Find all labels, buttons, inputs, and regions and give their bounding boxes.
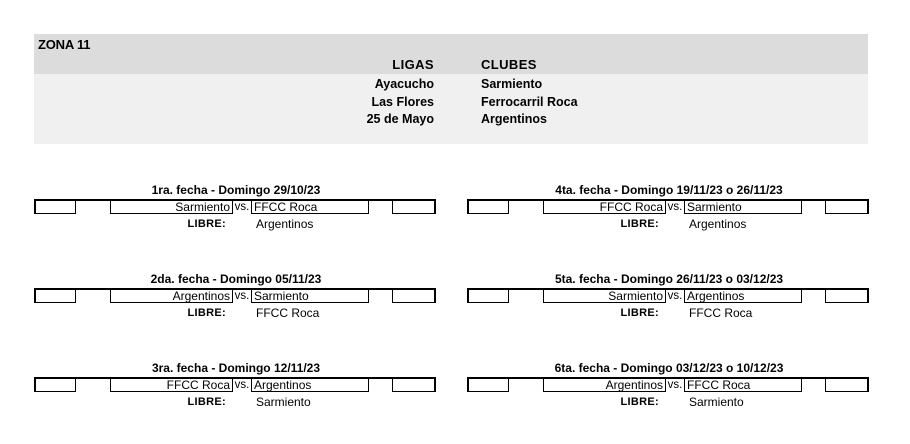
match-row — [467, 377, 870, 394]
libre-label: LIBRE: — [187, 307, 226, 319]
home-score-box — [34, 377, 76, 392]
away-score-box — [392, 199, 436, 214]
home-score-box — [467, 288, 509, 303]
libre-label: LIBRE: — [620, 396, 659, 408]
away-team: Argentinos — [251, 377, 369, 392]
round-title: 1ra. fecha - Domingo 29/10/23 — [151, 183, 321, 197]
zone-table — [34, 34, 868, 144]
away-score-box — [392, 377, 436, 392]
libre-team: Argentinos — [256, 217, 314, 231]
fixture-round-1 — [34, 183, 438, 243]
ligas-header: LIGAS — [392, 57, 434, 72]
vs-label: vs. — [234, 290, 250, 302]
club-cell: Sarmiento — [481, 77, 543, 91]
round-title: 3ra. fecha - Domingo 12/11/23 — [151, 361, 321, 375]
libre-label: LIBRE: — [620, 218, 659, 230]
away-score-box — [392, 288, 436, 303]
clubes-header: CLUBES — [481, 57, 537, 72]
libre-team: Sarmiento — [256, 395, 311, 409]
away-team: FFCC Roca — [251, 199, 369, 214]
away-team: Argentinos — [684, 288, 802, 303]
vs-label: vs. — [234, 201, 250, 213]
fixture-round-6 — [467, 361, 871, 421]
fixture-round-3 — [34, 361, 438, 421]
fixture-round-2 — [34, 272, 438, 332]
club-cell: Ferrocarril Roca — [481, 94, 578, 109]
match-row — [34, 377, 437, 394]
home-team: Argentinos — [110, 288, 233, 303]
vs-label: vs. — [667, 201, 683, 213]
home-score-box — [34, 199, 76, 214]
round-title: 5ta. fecha - Domingo 26/11/23 o 03/12/23 — [554, 272, 784, 286]
home-score-box — [34, 288, 76, 303]
round-title: 6ta. fecha - Domingo 03/12/23 o 10/12/23 — [554, 361, 784, 375]
match-row — [467, 288, 870, 305]
zone-title: ZONA 11 — [38, 37, 91, 52]
away-score-box — [825, 288, 869, 303]
zone-header — [34, 34, 868, 74]
libre-label: LIBRE: — [187, 218, 226, 230]
libre-team: FFCC Roca — [256, 306, 320, 320]
home-team: Argentinos — [543, 377, 666, 392]
libre-label: LIBRE: — [620, 307, 659, 319]
liga-cell: Ayacucho — [374, 77, 434, 91]
match-row — [34, 288, 437, 305]
match-row — [34, 199, 437, 216]
liga-cell: 25 de Mayo — [366, 112, 434, 126]
match-row — [467, 199, 870, 216]
round-title: 4ta. fecha - Domingo 19/11/23 o 26/11/23 — [555, 183, 783, 197]
home-team: FFCC Roca — [110, 377, 233, 392]
round-title: 2da. fecha - Domingo 05/11/23 — [150, 272, 322, 286]
vs-label: vs. — [667, 290, 683, 302]
home-team: Sarmiento — [543, 288, 666, 303]
away-team: Sarmiento — [251, 288, 369, 303]
home-score-box — [467, 199, 509, 214]
libre-team: Argentinos — [689, 217, 747, 231]
fixture-round-5 — [467, 272, 871, 332]
liga-cell: Las Flores — [371, 94, 434, 109]
home-team: Sarmiento — [110, 199, 233, 214]
club-cell: Argentinos — [481, 112, 547, 126]
away-team: Sarmiento — [684, 199, 802, 214]
away-team: FFCC Roca — [684, 377, 802, 392]
away-score-box — [825, 377, 869, 392]
away-score-box — [825, 199, 869, 214]
libre-team: Sarmiento — [689, 395, 744, 409]
vs-label: vs. — [234, 379, 250, 391]
home-score-box — [467, 377, 509, 392]
fixture-round-4 — [467, 183, 871, 243]
home-team: FFCC Roca — [543, 199, 666, 214]
libre-label: LIBRE: — [187, 396, 226, 408]
vs-label: vs. — [667, 379, 683, 391]
libre-team: FFCC Roca — [689, 306, 753, 320]
